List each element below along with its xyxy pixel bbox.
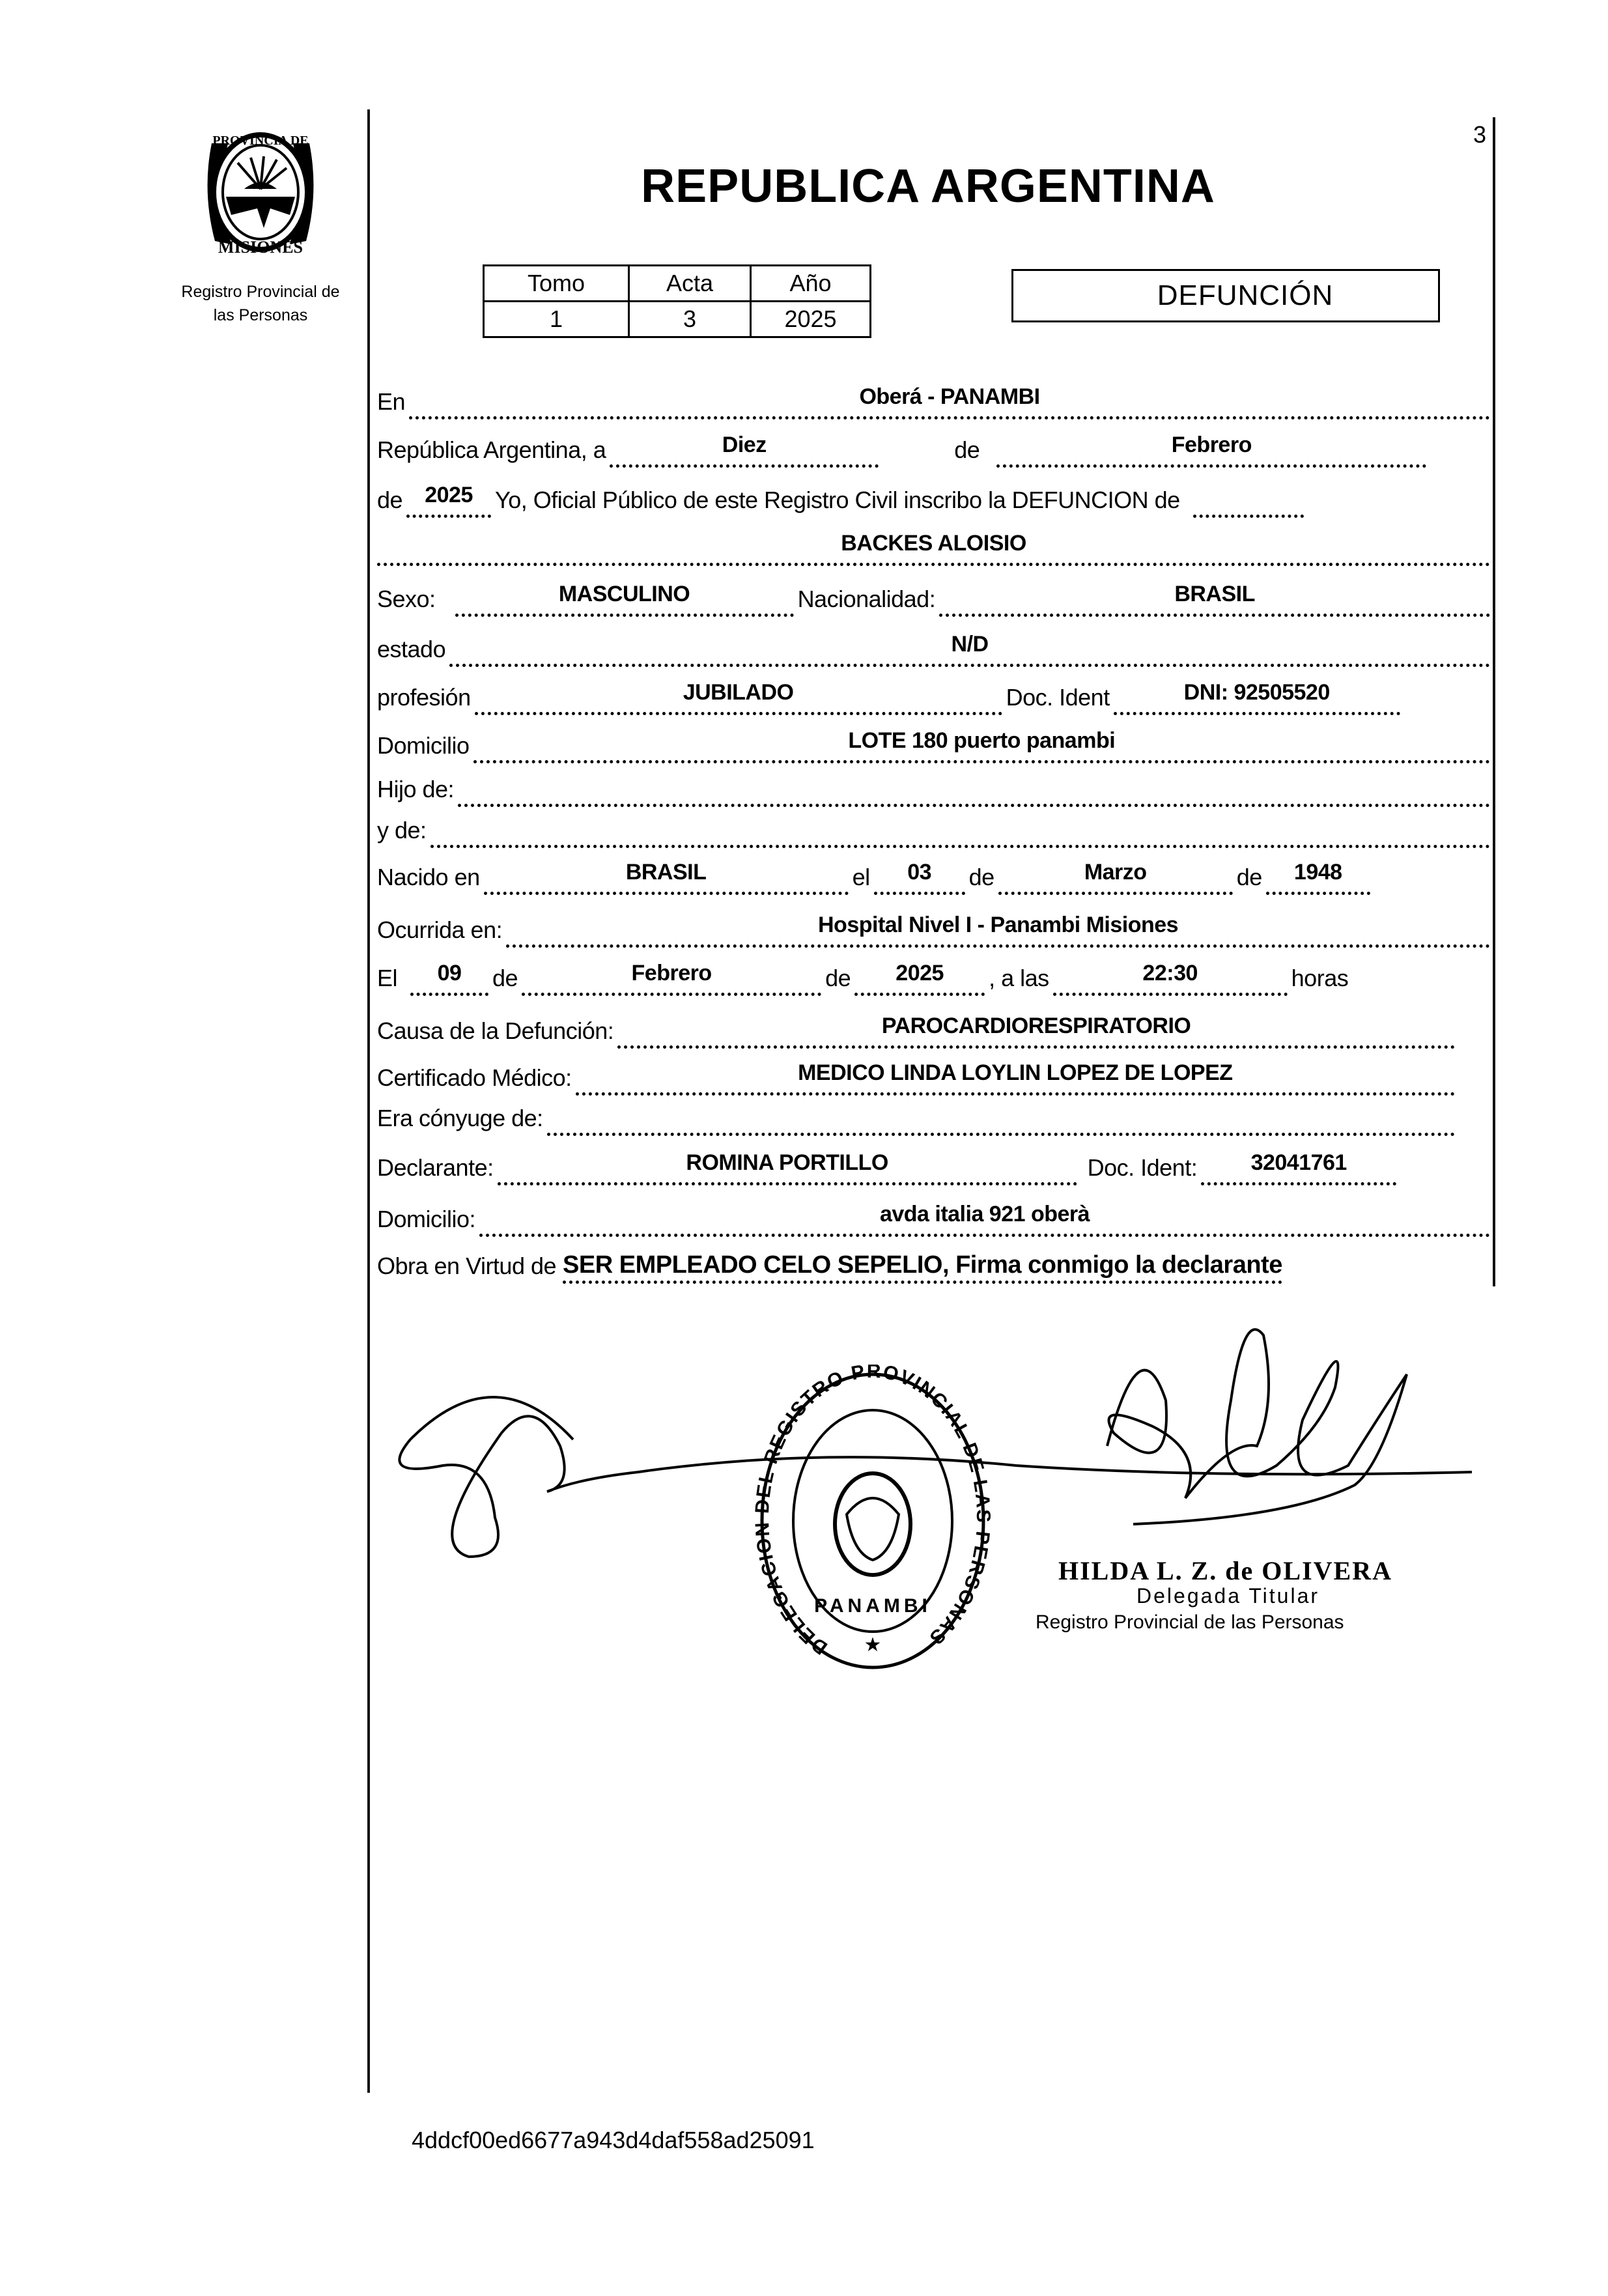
official-signature [1107, 1329, 1407, 1524]
seal-star-icon: ★ [864, 1634, 882, 1656]
El-label: El [377, 965, 398, 991]
certificado-field: MEDICO LINDA LOYLIN LOPEZ DE LOPEZ [576, 1060, 1455, 1096]
profesion-label: profesión [377, 684, 471, 711]
table-header-anio: Año [751, 266, 871, 302]
doc-field: DNI: 92505520 [1114, 679, 1400, 715]
decl-domicilio-label: Domicilio: [377, 1206, 476, 1232]
logo-text-top: PROVINCIA DE [212, 134, 309, 148]
tomo-acta-anio-table [483, 264, 871, 338]
record-type-label: DEFUNCIÓN [1157, 279, 1334, 311]
row-nacido [377, 849, 1494, 895]
lugar-field: Oberá - PANAMBI [409, 384, 1490, 419]
el-label: el [852, 864, 870, 890]
obra-label: Obra en Virtud de [377, 1253, 557, 1279]
de-label: de [825, 965, 851, 991]
ocurrida-label: Ocurrida en: [377, 916, 503, 943]
nacido-mes-field: Marzo [998, 859, 1233, 895]
decl-doc-field: 32041761 [1201, 1150, 1396, 1185]
logo-text-bottom: MISIONES [218, 238, 303, 257]
obra-field: SER EMPLEADO CELO SEPELIO, Firma conmigo la declarante [563, 1252, 1282, 1284]
declarante-signature [399, 1397, 1472, 1557]
dia-field: Diez [610, 432, 879, 468]
nombre-field: BACKES ALOISIO [377, 530, 1490, 566]
estado-label: estado [377, 636, 446, 662]
nacido-dia-field: 03 [874, 859, 965, 895]
row-yde [377, 802, 1494, 848]
decl-domicilio-field: avda italia 921 oberà [479, 1201, 1490, 1237]
row-causa [377, 1003, 1494, 1049]
sexo-field: MASCULINO [455, 581, 794, 617]
row-estado [377, 621, 1494, 667]
horas-label: horas [1291, 965, 1349, 991]
misiones-coat-of-arms-logo [192, 124, 329, 261]
nacido-lugar-field: BRASIL [484, 859, 849, 895]
record-type-box [1011, 269, 1440, 322]
seal-ring-text: DELEGACION DEL REGISTRO PROVINCIAL DE LAS PERSONAS [751, 1365, 994, 1659]
seal-bottom-text: PANAMBI [814, 1595, 931, 1617]
de-label: de [1236, 864, 1262, 890]
table-value-anio: 2025 [751, 302, 871, 337]
mes-field: Febrero [996, 432, 1426, 468]
domicilio-field: LOTE 180 puerto panambi [473, 728, 1490, 763]
registry-line2: las Personas [213, 306, 308, 324]
row-ocurrida [377, 902, 1494, 948]
certificado-label: Certificado Médico: [377, 1064, 572, 1091]
alas-label: , a las [989, 965, 1049, 991]
anio-field: 2025 [406, 482, 491, 518]
causa-field: PAROCARDIORESPIRATORIO [617, 1013, 1455, 1049]
row-fecha [377, 422, 1494, 468]
document-hash: 4ddcf00ed6677a943d4daf558ad25091 [412, 2127, 815, 2153]
registry-line1: Registro Provincial de [181, 283, 340, 301]
nacionalidad-field: BRASIL [939, 581, 1490, 617]
de-label: de [492, 965, 518, 991]
table-value-tomo: 1 [484, 302, 629, 337]
table-header-acta: Acta [629, 266, 751, 302]
page-number: 3 [1473, 121, 1487, 148]
causa-label: Causa de la Defunción: [377, 1017, 614, 1044]
domicilio-label: Domicilio [377, 732, 470, 759]
def-hora-field: 22:30 [1053, 960, 1288, 996]
official-role: Delegada Titular [1136, 1584, 1320, 1608]
row-sexo [377, 571, 1494, 617]
registry-caption [156, 280, 365, 327]
en-label: En [377, 388, 406, 415]
nacido-label: Nacido en [377, 864, 480, 890]
row-declarante [377, 1140, 1494, 1185]
row-en [377, 374, 1494, 419]
row-certificado [377, 1050, 1494, 1096]
ocurrida-field: Hospital Nivel I - Panambi Misiones [506, 912, 1490, 948]
row-fecha-defuncion [377, 950, 1494, 996]
republica-label: República Argentina, a [377, 436, 606, 463]
official-office: Registro Provincial de las Personas [1036, 1611, 1344, 1633]
table-header-tomo: Tomo [484, 266, 629, 302]
profesion-field: JUBILADO [475, 679, 1002, 715]
row-domicilio [377, 718, 1494, 763]
row-hijo [377, 761, 1494, 807]
def-mes-field: Febrero [522, 960, 821, 996]
yde-field [430, 812, 1490, 848]
row-decl-domicilio [377, 1191, 1494, 1237]
declarante-label: Declarante: [377, 1154, 494, 1181]
row-conyuge [377, 1090, 1494, 1136]
def-anio-field: 2025 [854, 960, 985, 996]
table-value-acta: 3 [629, 302, 751, 337]
decl-doc-label: Doc. Ident: [1087, 1154, 1198, 1181]
sexo-label: Sexo: [377, 586, 436, 612]
hijo-field [458, 771, 1490, 807]
de-label: de [954, 436, 980, 463]
yde-label: y de: [377, 817, 427, 843]
row-inscribo [377, 472, 1494, 518]
page-title: REPUBLICA ARGENTINA [641, 160, 1215, 212]
def-dia-field: 09 [410, 960, 488, 996]
conyuge-label: Era cónyuge de: [377, 1105, 543, 1131]
declarante-field: ROMINA PORTILLO [498, 1150, 1077, 1185]
hijo-label: Hijo de: [377, 776, 455, 802]
doc-label: Doc. Ident [1006, 684, 1110, 711]
estado-field: N/D [449, 631, 1490, 667]
de-label: de [377, 487, 403, 513]
nacionalidad-label: Nacionalidad: [797, 586, 936, 612]
row-nombre [377, 520, 1494, 566]
inscribo-label: Yo, Oficial Público de este Registro Civil inscribo la DEFUNCION de [495, 487, 1180, 513]
nacido-anio-field: 1948 [1266, 859, 1370, 895]
row-profesion [377, 670, 1494, 715]
conyuge-field [547, 1100, 1455, 1136]
de-label: de [968, 864, 994, 890]
official-name: HILDA L. Z. de OLIVERA [1058, 1556, 1392, 1585]
left-margin-line [367, 109, 370, 2093]
inscribo-blank-field [1193, 482, 1304, 518]
